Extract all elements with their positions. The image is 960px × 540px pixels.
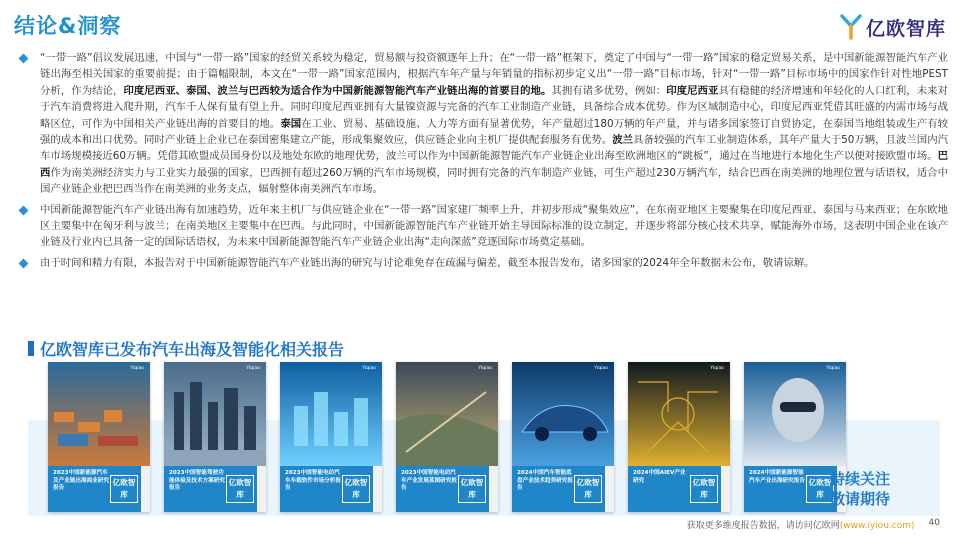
diamond-bullet-icon <box>19 205 29 215</box>
report-cover[interactable] <box>628 362 730 512</box>
paragraph-segment: 印度尼西亚、泰国、波兰与巴西较为适合作为中国新能源智能汽车产业链出海的首要目的地。 <box>123 84 552 97</box>
cover-logo: 亿欧智库 <box>690 475 718 503</box>
cover-logo: 亿欧智库 <box>458 475 486 503</box>
cover-brand: Yiqiao <box>826 366 840 371</box>
cover-spine-strip <box>721 466 730 512</box>
footer <box>687 518 940 531</box>
cover-spine-strip <box>373 466 382 512</box>
paragraph-2 <box>14 202 948 251</box>
paragraph-segment: 泰国 <box>280 117 302 130</box>
paragraph-1 <box>14 50 948 198</box>
cover-title: 2023中国智能驾驶功能体验及技术方案研究报告 <box>169 470 225 492</box>
cover-image-port <box>48 362 150 466</box>
yiou-logo-icon <box>840 14 862 40</box>
cover-image-robot <box>744 362 846 466</box>
cover-image-chip <box>628 362 730 466</box>
cover-image-car <box>512 362 614 466</box>
paragraph-segment: 具备较强的汽车工业制造体系，其年产量大于50万辆，且波兰国内汽车市场规模接近60万辆。凭借其欧盟成员国身份以及地处东欧的地理优势，波兰可以作为中国新能源智能汽车产业链企业出海至欧洲地区的“跳板”，通过在当地进行本地化生产以便对接欧盟市场。 <box>40 134 949 163</box>
paragraph-3 <box>14 255 948 271</box>
cover-title: 2024中国AIEV产业研究 <box>633 470 686 484</box>
paragraph-segment: 由于时间和精力有限，本报告对于中国新能源智能汽车产业链出海的研究与讨论难免存在疏漏与偏差，截至本报告发布，诸多国家的2024年全年数据未公布，敬请谅解。 <box>40 256 815 269</box>
cover-image-aerial <box>396 362 498 466</box>
cover-footer <box>280 466 382 512</box>
report-cover[interactable] <box>396 362 498 512</box>
reports-heading-text: 亿欧智库已发布汽车出海及智能化相关报告 <box>40 340 345 359</box>
cover-spine-strip <box>141 466 150 512</box>
paragraph-segment: 波兰 <box>612 134 634 147</box>
paragraph-segment: “一带一路”倡议发展迅速，中国与“一带一路”国家的经贸关系较为稳定，贸易额与投资额逐年上升；在“一带一路”框架下，奠定了中国与“一带一路”国家的稳定贸易关系，是中国新能源智能汽车产业链出海至相关国家的重要前提；由于篇幅限制，本文在“一带一路”国家范围内，根据汽车年产量与年销量的指标初步定义出“一带一路”目标市场，针对“一带一路”目标市场中的国家作针对性地PEST分析，作为结论， <box>40 52 948 97</box>
brand-logo <box>840 12 946 42</box>
cover-footer <box>512 466 614 512</box>
cta-line-1: 持续关注 <box>830 470 891 488</box>
report-cover[interactable] <box>48 362 150 512</box>
paragraph-segment: 作为南美洲经济实力与工业实力最强的国家，巴西拥有超过260万辆的汽车市场规模，同时拥有完备的汽车制造产业链，可生产超过230万辆汽车，结合巴西在南美洲的地理位置与话语权，适合中国产业链企业把巴西当作在南美洲的业务支点，辐射整体南美洲汽车市场。 <box>40 166 949 196</box>
reports-heading <box>28 337 344 360</box>
cover-brand: Yiqiao <box>246 366 260 371</box>
cover-spine-strip <box>489 466 498 512</box>
cover-footer <box>48 466 150 512</box>
diamond-bullet-icon <box>19 258 29 268</box>
cover-title: 2023中国智能电动汽车产业发展蓝图研究报告 <box>401 470 457 492</box>
stay-tuned-text <box>830 469 890 509</box>
cover-logo: 亿欧智库 <box>806 475 834 503</box>
cover-logo: 亿欧智库 <box>226 475 254 503</box>
conclusion-body <box>14 50 948 275</box>
cover-image-blocks <box>280 362 382 466</box>
cover-brand: Yiqiao <box>594 366 608 371</box>
cover-logo: 亿欧智库 <box>110 475 138 503</box>
cover-brand: Yiqiao <box>130 366 144 371</box>
paragraph-segment: 印度尼西亚 <box>666 84 719 97</box>
cover-title: 2023中国新能源汽车及产业链出海商业研究报告 <box>53 470 109 492</box>
cover-logo: 亿欧智库 <box>574 475 602 503</box>
report-cover[interactable] <box>164 362 266 512</box>
cover-spine-strip <box>605 466 614 512</box>
cover-footer <box>396 466 498 512</box>
page-title: 结论&洞察 <box>14 14 122 38</box>
cover-footer <box>628 466 730 512</box>
cover-logo: 亿欧智库 <box>342 475 370 503</box>
cover-brand: Yiqiao <box>362 366 376 371</box>
report-covers <box>48 362 846 512</box>
page-number: 40 <box>928 518 940 528</box>
cover-brand: Yiqiao <box>710 366 724 371</box>
footer-link[interactable]: (www.iyiou.com) <box>839 521 915 531</box>
cover-title: 2024中国汽车智能底盘产业技术趋势研究报告 <box>517 470 573 492</box>
paragraph-segment: 中国新能源智能汽车产业链出海有加速趋势，近年来主机厂与供应链企业在“一带一路”国家建厂频率上升，并初步形成“聚集效应”，在东南亚地区主要聚集在印度尼西亚、泰国与马来西亚；在东欧地区主要集中在匈牙利与波兰；在南美地区主要集中在巴西。与此同时，中国新能源智能汽车产业链开始主导国际标准的设立制定，并逐步将部分核心技术共享，赋能海外市场，这表明中国企业在该产业链及行业内已具备一定的国际话语权，为未来中国新能源智能汽车产业链企业出海“走向深蓝”竞逐国际市场奠定基础。 <box>40 203 948 249</box>
cta-line-2: 敬请期待 <box>830 490 891 508</box>
cover-spine-strip <box>257 466 266 512</box>
heading-marker <box>28 341 34 356</box>
logo-text: 亿欧智库 <box>865 17 946 40</box>
paragraph-segment: 巴西 <box>40 150 948 179</box>
paragraph-segment: 其拥有诸多优势，例如： <box>551 84 667 97</box>
report-cover[interactable] <box>512 362 614 512</box>
diamond-bullet-icon <box>19 54 29 64</box>
cover-title: 2024中国新能源智能汽车产业出海研究报告 <box>749 470 805 484</box>
cover-title: 2023中国智能电动汽车车载软件市场分析报告 <box>285 470 341 492</box>
paragraph-segment: 具有稳健的经济增速和年轻化的人口红利，未来对于汽车消费将进入爬升期，汽车千人保有量有望上升。同时印度尼西亚拥有大量镍资源与完备的汽车工业制造产业链，具备综合成本优势。作为区域制造中心，印度尼西亚凭借其旺盛的内需市场与战略区位，可作为中国相关产业链出海的首要目的地。 <box>40 84 949 130</box>
cover-brand: Yiqiao <box>478 366 492 371</box>
footer-note <box>687 518 915 531</box>
paragraph-segment: 在工业、贸易、基础设施、人力等方面有显著优势，年产量超过180万辆的年产量，并与诸多国家签订自贸协定，在泰国当地组装或生产有较强的成本和出口优势。同时产业链上企业已在泰国密集建立产能，形成集聚效应，供应链企业向主机厂提供配套服务有优势。 <box>40 117 949 147</box>
footer-text: 获取更多维度报告数据，请访问亿欧网 <box>686 521 840 531</box>
cover-image-city <box>164 362 266 466</box>
report-cover[interactable] <box>280 362 382 512</box>
cover-footer <box>164 466 266 512</box>
